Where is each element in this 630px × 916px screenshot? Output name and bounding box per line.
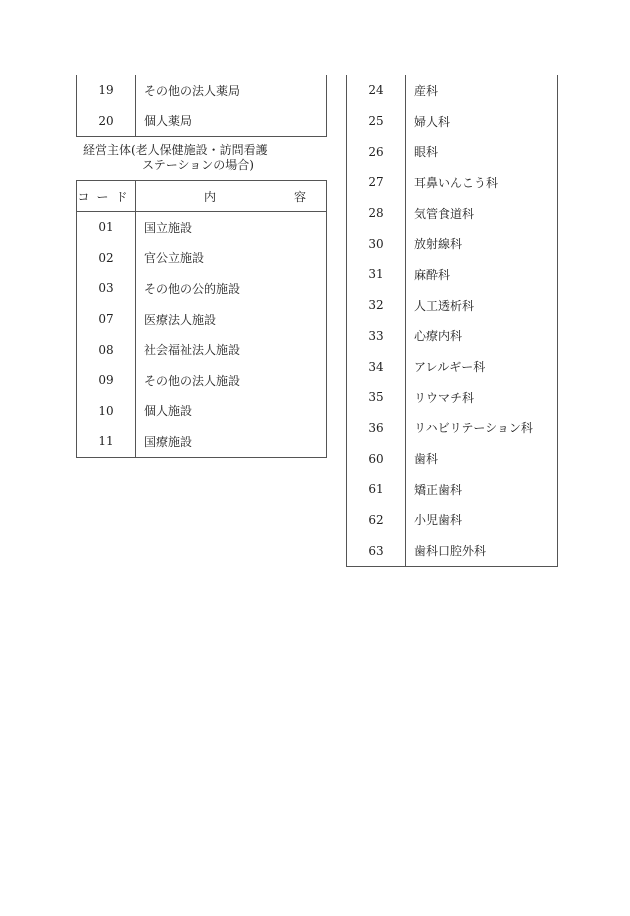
code-cell: 20 [77, 106, 136, 137]
content-cell: 矯正歯科 [414, 482, 463, 497]
content-cell: 歯科口腔外科 [414, 544, 487, 559]
content-cell: 婦人科 [414, 114, 451, 129]
content-cell: 医療法人施設 [144, 312, 217, 327]
table-row [347, 259, 558, 290]
content-cell: 国療施設 [144, 434, 193, 449]
table-row [347, 290, 558, 321]
content-cell: その他の法人施設 [144, 373, 241, 388]
code-cell: 19 [77, 75, 136, 106]
code-cell: 31 [347, 259, 406, 290]
table-row [347, 321, 558, 352]
content-cell: 社会福祉法人施設 [144, 343, 241, 358]
table-row [347, 474, 558, 505]
table-row [347, 382, 558, 413]
code-cell: 08 [77, 334, 136, 365]
code-cell: 60 [347, 443, 406, 474]
table-row [347, 413, 558, 444]
table-row [77, 243, 327, 274]
table-row [77, 212, 327, 243]
pharmacy-code-table [76, 75, 327, 137]
content-cell: アレルギー科 [414, 360, 486, 375]
table-row [347, 75, 558, 106]
content-cell: その他の公的施設 [144, 281, 241, 296]
content-cell: 個人薬局 [144, 114, 193, 129]
table-row [77, 396, 327, 427]
table-row [347, 351, 558, 382]
code-cell: 30 [347, 228, 406, 259]
content-cell: リハビリテーション科 [414, 421, 533, 436]
code-cell: 34 [347, 351, 406, 382]
content-cell: 気管食道科 [414, 206, 475, 221]
code-cell: 63 [347, 535, 406, 566]
code-cell: 35 [347, 382, 406, 413]
department-code-table [346, 75, 558, 567]
code-cell: 27 [347, 167, 406, 198]
code-cell: 36 [347, 413, 406, 444]
code-cell: 61 [347, 474, 406, 505]
code-cell: 62 [347, 505, 406, 536]
code-cell: 09 [77, 365, 136, 396]
section-heading [83, 143, 268, 173]
heading-line-1: 経営主体(老人保健施設・訪問看護 [83, 143, 268, 157]
content-cell: 歯科 [414, 452, 439, 467]
table-row [77, 365, 327, 396]
content-cell: 個人施設 [144, 404, 193, 419]
table-row [77, 304, 327, 335]
code-cell: 10 [77, 396, 136, 427]
content-header: 内 容 [136, 181, 327, 212]
table-row [347, 228, 558, 259]
content-cell: 耳鼻いんこう科 [414, 175, 499, 190]
content-cell: 国立施設 [144, 220, 193, 235]
content-cell: 眼科 [414, 145, 439, 160]
code-cell: 26 [347, 136, 406, 167]
code-cell: 03 [77, 273, 136, 304]
code-cell: 28 [347, 198, 406, 229]
code-cell: 02 [77, 243, 136, 274]
code-cell: 32 [347, 290, 406, 321]
table-row [347, 167, 558, 198]
content-cell: リウマチ科 [414, 390, 475, 405]
table-row [347, 198, 558, 229]
code-cell: 33 [347, 321, 406, 352]
table-row [347, 505, 558, 536]
table-row [77, 106, 327, 137]
content-cell: 人工透析科 [414, 298, 475, 313]
content-cell: 放射線科 [414, 237, 463, 252]
table-row [347, 136, 558, 167]
content-cell: 産科 [414, 83, 439, 98]
code-cell: 01 [77, 212, 136, 243]
table-row [347, 106, 558, 137]
code-cell: 25 [347, 106, 406, 137]
content-cell: 官公立施設 [144, 251, 205, 266]
table-row [77, 334, 327, 365]
content-cell: 心療内科 [414, 329, 463, 344]
table-header-row [77, 181, 327, 212]
content-cell: 小児歯科 [414, 513, 463, 528]
table-row [77, 273, 327, 304]
table-row [347, 443, 558, 474]
table-row [77, 75, 327, 106]
heading-line-2: ステーションの場合) [142, 158, 254, 172]
content-cell: 麻酔科 [414, 267, 451, 282]
table-row [347, 535, 558, 566]
code-cell: 11 [77, 426, 136, 457]
content-cell: その他の法人薬局 [144, 83, 241, 98]
table-row [77, 426, 327, 457]
code-cell: 07 [77, 304, 136, 335]
management-entity-table [76, 180, 327, 458]
code-header: コード [77, 181, 136, 212]
code-cell: 24 [347, 75, 406, 106]
